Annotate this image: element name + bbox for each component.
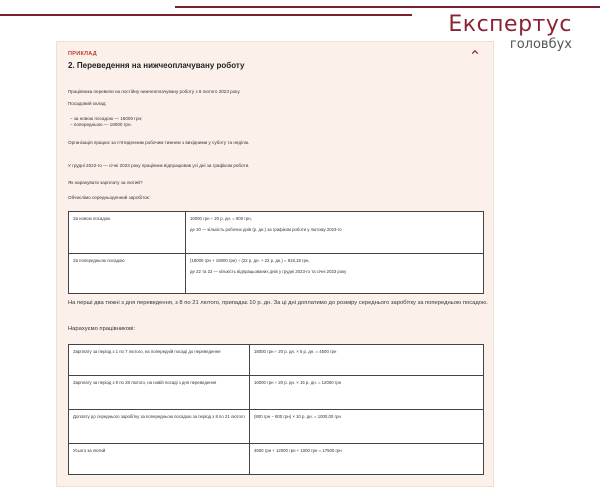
list-item: – попередньою — 18000 грн. — [70, 122, 132, 127]
salary-list — [68, 116, 483, 128]
average-earnings-table — [68, 211, 484, 294]
table-row — [69, 444, 484, 475]
paragraph-salary: Посадовий оклад: — [68, 101, 107, 106]
table-cell-value — [186, 254, 484, 294]
header-line-bottom — [0, 14, 412, 16]
example-card — [56, 41, 494, 487]
table-row — [69, 376, 484, 410]
list-item: – за новою посадою — 16000 грн; — [70, 116, 143, 121]
table-cell-label: Зарплату за період з 8 по 28 лютого, на новій посаді з дня переведення — [69, 376, 250, 410]
paragraph-first-two-weeks: На перші два тижні з дня переведення, з 8 по 21 лютого, припадає 10 р. дн. За ці дні доплатимо до розміру середнього заробітку за попередньою посадою. — [68, 300, 488, 306]
paragraph-worked-days: У грудні 2022-го — січні 2023 року працівник відпрацював усі дні за графіком роботи. — [68, 163, 250, 168]
formula-line: (18000 грн + 18000 грн) ÷ (22 р. дн. + 22 р. дн.) = 818,18 грн, — [190, 258, 310, 263]
table-cell-label: За попередньою посадою — [69, 254, 186, 294]
formula-line: 16000 грн ÷ 20 р. дн. = 800 грн, — [190, 216, 252, 221]
table-row — [69, 212, 484, 254]
paragraph-schedule: Організація працює за п’ятиденним робочим тижнем з вихідними у суботу та неділю. — [68, 140, 250, 145]
paragraph-question: Як нарахувати зарплату за лютий? — [68, 180, 143, 185]
table-row — [69, 410, 484, 444]
brand-name: Експертус — [448, 12, 572, 37]
table-cell-label: Зарплату за період з 1 по 7 лютого, на попередній посаді до переведення — [69, 345, 250, 376]
card-kicker: ПРИКЛАД — [68, 51, 97, 57]
accruals-table — [68, 344, 484, 475]
header-line-top — [175, 6, 600, 8]
collapse-chevron-up-icon[interactable] — [471, 48, 479, 56]
formula-note: де 22 та 22 — кількість відпрацьованих днів у грудні 2023-го та січні 2023 року — [190, 268, 347, 274]
table-cell-value — [186, 212, 484, 254]
table-cell-label: За новою посадою — [69, 212, 186, 254]
card-header — [68, 50, 481, 80]
table-cell-value: 18000 грн ÷ 20 р. дн. × 5 р. дн. = 4500 грн — [250, 345, 484, 376]
table-cell-value: 4500 грн + 12000 грн + 1000 грн = 17500 грн — [250, 444, 484, 475]
table-cell-label: Усього за лютий — [69, 444, 250, 475]
brand-subtitle: головбух — [509, 37, 572, 52]
paragraph-calc-intro: Обчислімо середньоденний заробіток: — [68, 195, 150, 200]
table-cell-value: 16000 грн ÷ 20 р. дн. × 15 р. дн. = 12000 грн — [250, 376, 484, 410]
table-cell-value: (900 грн − 800 грн) × 10 р. дн. = 1000,00 грн — [250, 410, 484, 444]
table-row — [69, 345, 484, 376]
table-row — [69, 254, 484, 294]
formula-note: де 20 — кількість робочих днів (р. дн.) за графіком роботи у лютому 2023-го — [190, 226, 342, 232]
paragraph-transfer: Працівника перевели на постійну нижчеоплачувану роботу з 8 лютого 2023 року. — [68, 89, 241, 94]
table-cell-label: Доплату до середнього заробітку за попередньою посадою за період з 8 по 21 лютого — [69, 410, 250, 444]
paragraph-accrue: Нарахуємо працівникові: — [68, 326, 135, 332]
card-title: 2. Переведення на нижчеоплачувану роботу — [68, 61, 245, 70]
